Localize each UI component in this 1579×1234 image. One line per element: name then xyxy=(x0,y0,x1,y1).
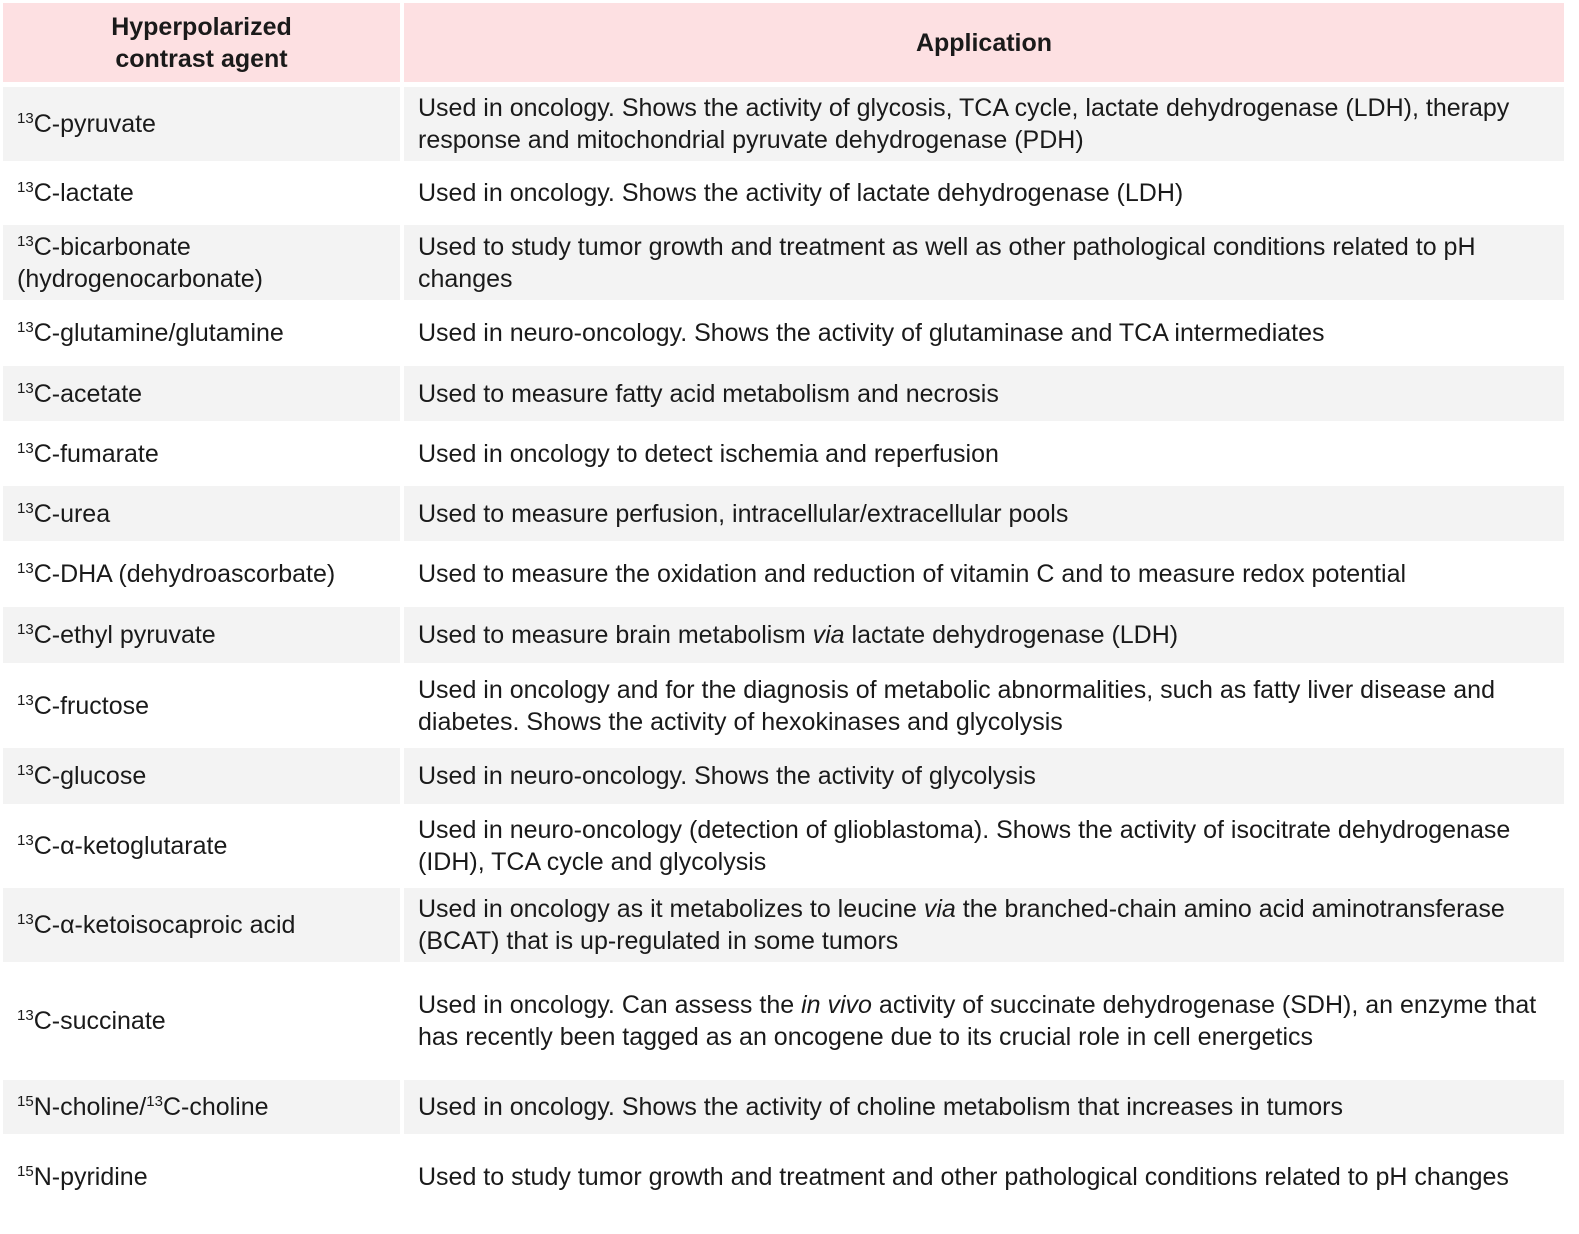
application-cell xyxy=(404,166,1564,225)
application-text: Used in oncology and for the diagnosis of metabolic abnormalities, such as fatty liver disease and diabetes. Shows the activity of hexokinases and glycolysis xyxy=(418,675,1495,736)
agent-name: C-succinate xyxy=(33,1007,166,1035)
agent-name: C-DHA (dehydroascorbate) xyxy=(33,560,336,588)
application-cell xyxy=(404,888,1564,967)
isotope-mass: 13 xyxy=(17,911,34,928)
application-text: Used in neuro-oncology. Shows the activity of glutaminase and TCA intermediates xyxy=(418,319,1325,347)
table-row xyxy=(3,426,1564,486)
table-row xyxy=(3,166,1564,225)
application-text: the branched-chain amino acid aminotransferase (BCAT) that is up-regulated in some tumors xyxy=(418,895,1505,955)
table-row xyxy=(3,366,1564,426)
agent-name: C-choline xyxy=(162,1093,269,1121)
application-text: Used to study tumor growth and treatment as well as other pathological conditions related to pH changes xyxy=(418,232,1476,293)
agent-name: C-α-ketoisocaproic acid xyxy=(33,911,296,939)
application-cell xyxy=(404,87,1564,166)
application-text-italic: via xyxy=(812,621,845,649)
agent-cell xyxy=(3,486,404,546)
isotope-mass: 13 xyxy=(17,762,34,779)
application-cell xyxy=(404,1080,1564,1139)
agent-name: C-urea xyxy=(33,499,111,528)
agent-name: C-bicarbonate (hydrogenocarbonate) xyxy=(17,232,263,293)
isotope-mass: 13 xyxy=(17,319,34,336)
table-row xyxy=(3,1139,1564,1214)
application-text: Used to measure brain metabolism xyxy=(418,621,813,649)
application-cell xyxy=(404,426,1564,486)
isotope-mass: 13 xyxy=(146,1093,163,1110)
agent-name: C-acetate xyxy=(33,379,143,408)
isotope-mass: 13 xyxy=(17,691,34,709)
contrast-agent-table xyxy=(3,3,1564,1214)
application-text: Used in oncology to detect ischemia and reperfusion xyxy=(418,439,999,468)
isotope-mass: 15 xyxy=(17,1162,34,1180)
agent-cell xyxy=(3,1080,404,1139)
application-text: Used in oncology. Shows the activity of glycosis, TCA cycle, lactate dehydrogenase (LDH), therapy response and mitochondrial pyruvate dehydrogenase (PDH) xyxy=(418,94,1510,154)
table-row xyxy=(3,87,1564,166)
agent-name: C-fumarate xyxy=(33,439,159,468)
table-row xyxy=(3,546,1564,607)
application-cell xyxy=(404,546,1564,607)
application-text: lactate dehydrogenase (LDH) xyxy=(844,621,1179,649)
agent-cell xyxy=(3,366,404,426)
table-row xyxy=(3,607,1564,668)
agent-cell xyxy=(3,225,404,305)
table-row xyxy=(3,668,1564,748)
isotope-mass: 13 xyxy=(17,499,34,517)
agent-cell xyxy=(3,87,404,166)
application-text: Used to measure the oxidation and reduction of vitamin C and to measure redox potential xyxy=(418,560,1407,588)
application-cell xyxy=(404,748,1564,809)
agent-cell xyxy=(3,426,404,486)
application-text: Used to measure fatty acid metabolism and necrosis xyxy=(418,379,999,408)
application-text: Used in oncology. Can assess the xyxy=(418,991,802,1019)
application-text: Used in oncology as it metabolizes to leucine xyxy=(418,895,924,923)
agent-name: C-glucose xyxy=(33,762,147,790)
application-text: Used to measure perfusion, intracellular/extracellular pools xyxy=(418,499,1069,528)
isotope-mass: 13 xyxy=(17,110,34,127)
application-cell xyxy=(404,305,1564,366)
table-row xyxy=(3,486,1564,546)
agent-name: C-lactate xyxy=(33,179,134,207)
application-cell xyxy=(404,967,1564,1080)
isotope-mass: 13 xyxy=(17,621,34,638)
isotope-mass: 15 xyxy=(17,1093,34,1110)
agent-cell xyxy=(3,1139,404,1214)
application-text: Used in oncology. Shows the activity of choline metabolism that increases in tumors xyxy=(418,1093,1343,1121)
header-agent: Hyperpolarized contrast agent xyxy=(3,3,404,87)
table-row xyxy=(3,1080,1564,1139)
application-cell xyxy=(404,1139,1564,1214)
agent-cell xyxy=(3,305,404,366)
agent-name: C-ethyl pyruvate xyxy=(33,621,216,649)
agent-name: C-α-ketoglutarate xyxy=(33,832,228,860)
application-cell xyxy=(404,366,1564,426)
isotope-mass: 13 xyxy=(17,232,34,250)
application-text-italic: via xyxy=(923,895,956,923)
agent-cell xyxy=(3,809,404,888)
isotope-mass: 13 xyxy=(17,560,34,577)
agent-cell xyxy=(3,607,404,668)
agent-name: C-pyruvate xyxy=(33,110,156,138)
agent-name: N-pyridine xyxy=(33,1162,148,1191)
isotope-mass: 13 xyxy=(17,439,34,457)
agent-cell xyxy=(3,546,404,607)
application-text-italic: in vivo xyxy=(801,991,872,1019)
application-cell xyxy=(404,668,1564,748)
table-row xyxy=(3,888,1564,967)
agent-cell xyxy=(3,166,404,225)
agent-cell xyxy=(3,967,404,1080)
application-cell xyxy=(404,486,1564,546)
agent-name: C-glutamine/glutamine xyxy=(33,319,284,347)
table-row xyxy=(3,967,1564,1080)
isotope-mass: 13 xyxy=(17,379,34,397)
application-text: Used in neuro-oncology. Shows the activity of glycolysis xyxy=(418,762,1036,790)
agent-cell xyxy=(3,888,404,967)
application-cell xyxy=(404,809,1564,888)
header-application: Application xyxy=(404,3,1564,87)
application-text: Used in neuro-oncology (detection of glioblastoma). Shows the activity of isocitrate dehydrogenase (IDH), TCA cycle and glycolysis xyxy=(418,816,1511,876)
application-text: Used to study tumor growth and treatment and other pathological conditions related to pH changes xyxy=(418,1162,1509,1191)
application-text: activity of succinate dehydrogenase (SDH), an enzyme that has recently been tagged as an oncogene due to its crucial role in cell energetics xyxy=(418,991,1537,1051)
agent-name: C-fructose xyxy=(33,691,149,720)
agent-cell xyxy=(3,748,404,809)
agent-name: N-choline/ xyxy=(33,1093,147,1121)
application-text: Used in oncology. Shows the activity of lactate dehydrogenase (LDH) xyxy=(418,179,1184,207)
agent-cell xyxy=(3,668,404,748)
table-row xyxy=(3,305,1564,366)
application-cell xyxy=(404,607,1564,668)
application-cell xyxy=(404,225,1564,305)
isotope-mass: 13 xyxy=(17,1007,34,1024)
table-row xyxy=(3,748,1564,809)
isotope-mass: 13 xyxy=(17,832,34,849)
table-row xyxy=(3,809,1564,888)
table-header-row xyxy=(3,3,1564,87)
isotope-mass: 13 xyxy=(17,179,34,196)
table-row xyxy=(3,225,1564,305)
